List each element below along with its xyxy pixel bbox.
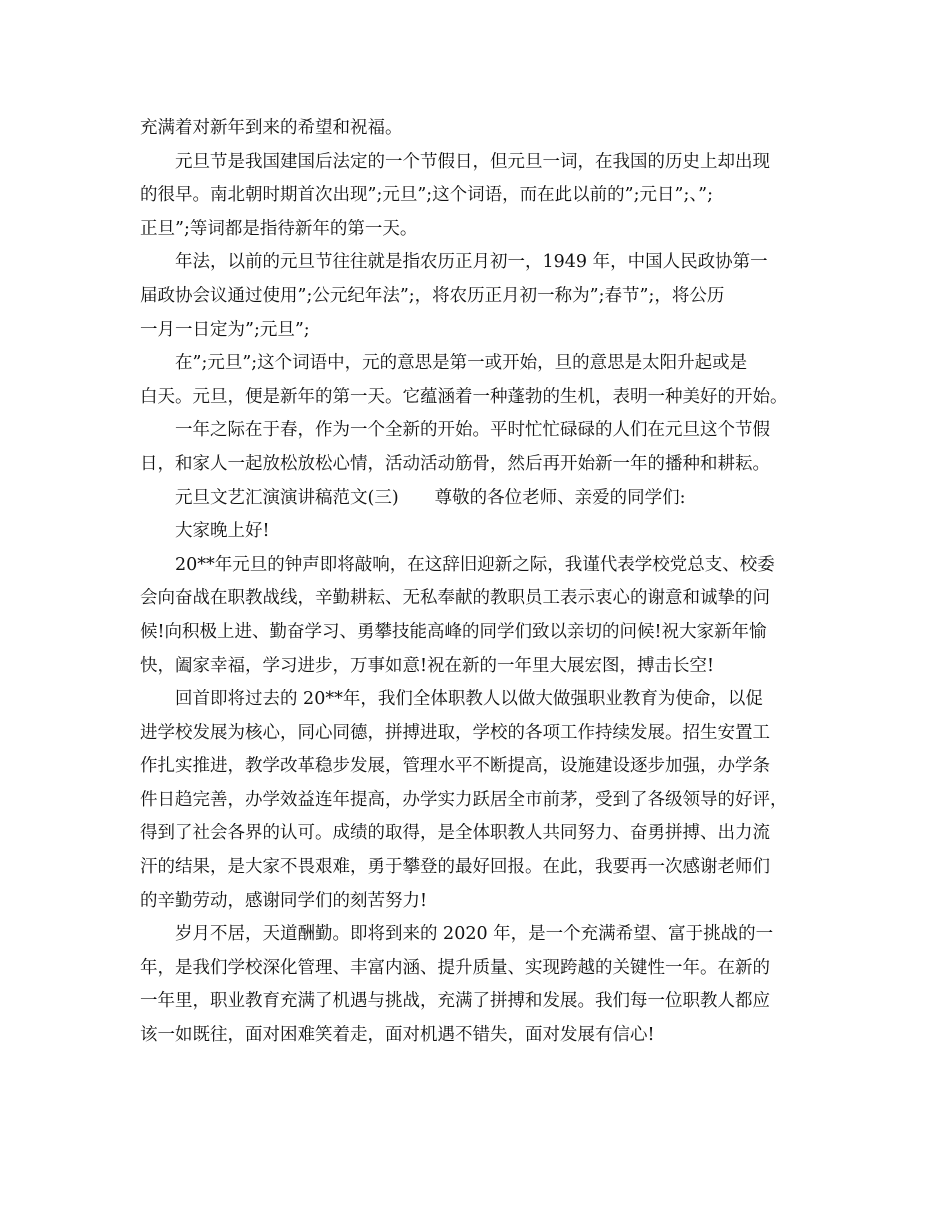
text-line: 候!向积极上进、勤奋学习、勇攀技能高峰的同学们致以亲切的问候!祝大家新年愉 — [140, 621, 767, 642]
greeting: 大家晚上好! — [175, 521, 270, 542]
text-line: 届政协会议通过使用”;公元纪年法”;，将农历正月初一称为”;春节”;，将公历 — [140, 285, 725, 306]
text-line: 一月一日定为”;元旦”; — [140, 319, 310, 340]
text-line: 日，和家人一起放松放松心情，活动活动筋骨，然后再开始新一年的播种和耕耘。 — [140, 453, 770, 474]
text-line: 作扎实推进，教学改革稳步发展，管理水平不断提高，设施建设逐步加强，办学条 — [140, 756, 770, 777]
text-line: 20**年元旦的钟声即将敲响，在这辞旧迎新之际，我谨代表学校党总支、校委 — [175, 554, 775, 575]
heading-line — [140, 482, 820, 516]
text-line: 汗的结果，是大家不畏艰难，勇于攀登的最好回报。在此，我要再一次感谢老师们 — [140, 857, 770, 878]
text-line: 一年之际在于春，作为一个全新的开始。平时忙忙碌碌的人们在元旦这个节假 — [175, 420, 770, 441]
text-line: 年法，以前的元旦节往往就是指农历正月初一，1949 年，中国人民政协第一 — [175, 252, 768, 273]
text-line: 在”;元旦”;这个词语中，元的意思是第一或开始，旦的意思是太阳升起或是 — [175, 353, 748, 374]
text-line: 得到了社会各界的认可。成绩的取得，是全体职教人共同努力、奋勇拼搏、出力流 — [140, 823, 770, 844]
text-line: 进学校发展为核心，同心同德，拼搏进取，学校的各项工作持续发展。招生安置工 — [140, 722, 770, 743]
salutation: 尊敬的各位老师、亲爱的同学们: — [434, 487, 686, 508]
text-line: 一年里，职业教育充满了机遇与挑战，充满了拼搏和发展。我们每一位职教人都应 — [140, 991, 770, 1012]
text-line: 的很早。南北朝时期首次出现”;元旦”;这个词语，而在此以前的”;元日”;、”; — [140, 185, 713, 206]
section-title: 元旦文艺汇演演讲稿范文(三) — [175, 487, 399, 508]
text-line: 充满着对新年到来的希望和祝福。 — [140, 118, 403, 138]
text-line: 回首即将过去的 20**年，我们全体职教人以做大做强职业教育为使命，以促 — [175, 689, 763, 710]
text-line: 该一如既往，面对困难笑着走，面对机遇不错失，面对发展有信心! — [140, 1025, 655, 1046]
document-body — [140, 112, 820, 1053]
text-line: 的辛勤劳动，感谢同学们的刻苦努力! — [140, 890, 428, 911]
text-line: 正旦”;等词都是指待新年的第一天。 — [140, 218, 418, 239]
text-line: 快，阖家幸福，学习进步，万事如意!祝在新的一年里大展宏图，搏击长空! — [140, 655, 715, 676]
text-line: 白天。元旦，便是新年的第一天。它蕴涵着一种蓬勃的生机，表明一种美好的开始。 — [140, 386, 788, 407]
text-line: 年，是我们学校深化管理、丰富内涵、提升质量、实现跨越的关键性一年。在新的 — [140, 957, 770, 978]
text-line: 件日趋完善，办学效益连年提高，办学实力跃居全市前茅，受到了各级领导的好评， — [140, 789, 788, 810]
text-line: 会向奋战在职教战线，辛勤耕耘、无私奉献的教职员工表示衷心的谢意和诚挚的问 — [140, 588, 770, 609]
text-line: 元旦节是我国建国后法定的一个节假日，但元旦一词，在我国的历史上却出现 — [175, 151, 770, 172]
text-line: 岁月不居，天道酬勤。即将到来的 2020 年，是一个充满希望、富于挑战的一 — [175, 924, 774, 945]
